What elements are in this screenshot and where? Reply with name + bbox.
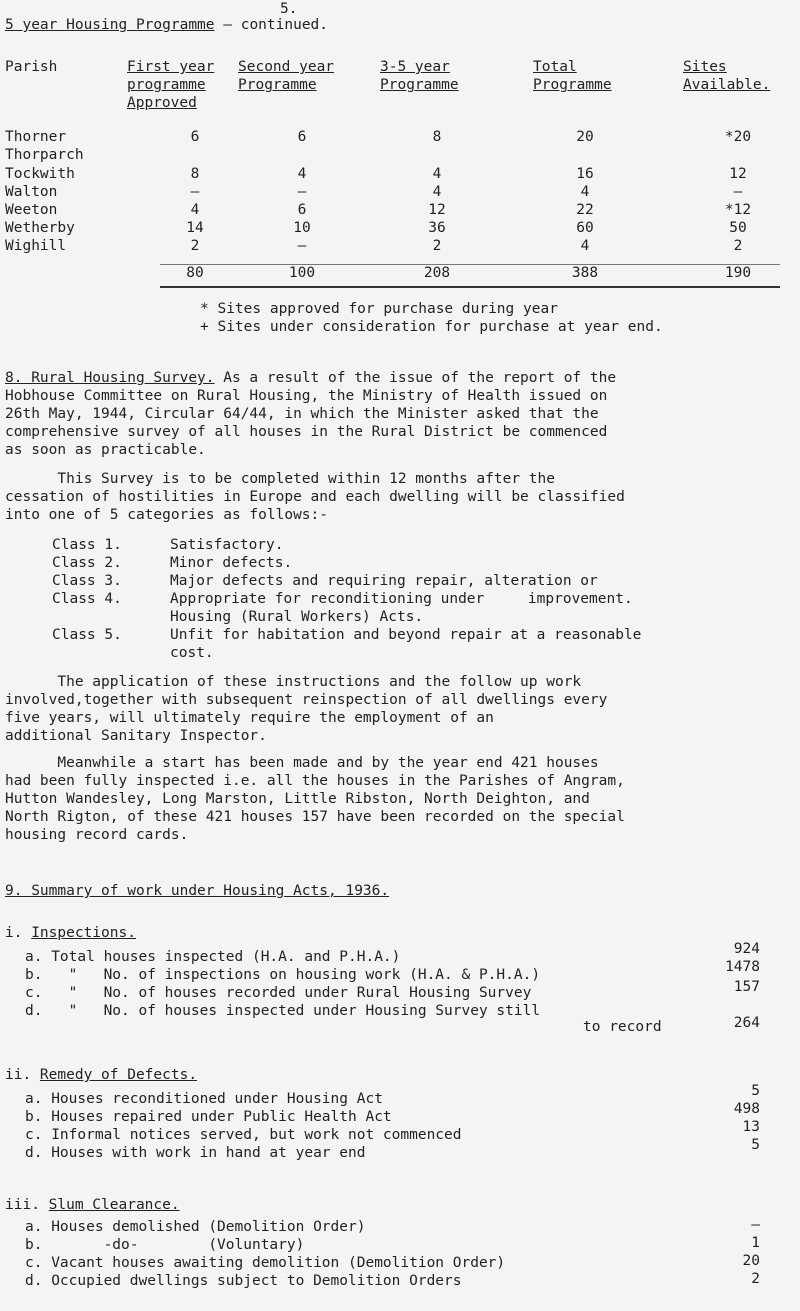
list-item-label: b. " No. of inspections on housing work (H.A. & P.H.A.) (25, 967, 541, 983)
page-header (5, 16, 328, 35)
row-sites: *12 (724, 202, 752, 218)
row-three-five: 36 (428, 220, 446, 236)
list-item-label: a. Total houses inspected (H.A. and P.H.A.) (25, 949, 401, 965)
list-item-label: c. " No. of houses recorded under Rural Housing Survey (25, 985, 532, 1001)
list-item-value: 924 (733, 941, 760, 957)
section-8-text: As a result of the issue of the report of the (214, 370, 617, 386)
section-8-line: The application of these instructions and the follow up work (5, 674, 582, 690)
class-label: Class 5. (52, 627, 122, 643)
col-header-second-2: Programme (238, 77, 317, 93)
col-header-total-1: Total (533, 59, 577, 75)
list-item-label: c. Vacant houses awaiting demolition (Demolition Order) (25, 1255, 506, 1271)
section-8-line: as soon as practicable. (5, 442, 206, 458)
row-second: – (297, 238, 307, 254)
subsection-title-text: Inspections. (31, 925, 136, 941)
footnote-approved: * Sites approved for purchase during year (200, 301, 558, 317)
section-8-line: Hobhouse Committee on Rural Housing, the Ministry of Health issued on (5, 388, 608, 404)
list-item-value: 1478 (725, 959, 760, 975)
class-label: Class 2. (52, 555, 122, 571)
row-total: 20 (576, 129, 594, 145)
list-item-label: a. Houses demolished (Demolition Order) (25, 1219, 366, 1235)
list-item-label: d. Occupied dwellings subject to Demolition Orders (25, 1273, 462, 1289)
class-text: Satisfactory. (170, 537, 284, 553)
section-8-line: 26th May, 1944, Circular 64/44, in which the Minister asked that the (5, 406, 599, 422)
row-parish: Wighill (5, 238, 67, 254)
section-8-line: North Rigton, of these 421 houses 157 have been recorded on the special (5, 809, 625, 825)
col-header-sites-2: Available. (683, 77, 771, 93)
class-label: Class 4. (52, 591, 122, 607)
total-programme: 388 (571, 265, 599, 281)
row-parish: Thorparch (5, 147, 84, 163)
row-total: 4 (580, 184, 590, 200)
section-8-line: This Survey is to be completed within 12 months after the (5, 471, 555, 487)
header-continued: – continued. (223, 17, 329, 33)
class-text: cost. (170, 645, 214, 661)
section-8-line: five years, will ultimately require the employment of an (5, 710, 494, 726)
section-8-line: Hutton Wandesley, Long Marston, Little Ribston, North Deighton, and (5, 791, 590, 807)
row-second: – (297, 184, 307, 200)
col-header-first-1: First year (127, 59, 215, 75)
col-header-first-2: programme (127, 77, 206, 93)
header-title: 5 year Housing Programme (5, 17, 215, 33)
col-header-second-1: Second year (238, 59, 335, 75)
row-second: 4 (297, 166, 307, 182)
row-second: 6 (297, 129, 307, 145)
list-item-value: 13 (742, 1119, 760, 1135)
class-text: Unfit for habitation and beyond repair at a reasonable (170, 627, 642, 643)
col-header-sites-1: Sites (683, 59, 727, 75)
row-three-five: 8 (432, 129, 442, 145)
subsection-title: iii. Slum Clearance. (5, 1197, 180, 1213)
section-8-line: cessation of hostilities in Europe and each dwelling will be classified (5, 489, 625, 505)
section-8-line: housing record cards. (5, 827, 189, 843)
row-total: 60 (576, 220, 594, 236)
row-second: 6 (297, 202, 307, 218)
row-first: 8 (190, 166, 200, 182)
page-number: 5. (280, 1, 298, 17)
section-8-line: Meanwhile a start has been made and by the year end 421 houses (5, 755, 599, 771)
row-total: 4 (580, 238, 590, 254)
class-label: Class 3. (52, 573, 122, 589)
row-first: – (190, 184, 200, 200)
row-first: 2 (190, 238, 200, 254)
row-total: 16 (576, 166, 594, 182)
col-header-first-3: Approved (127, 95, 197, 111)
list-item-label: c. Informal notices served, but work not commenced (25, 1127, 462, 1143)
col-header-35-2: Programme (380, 77, 459, 93)
row-first: 6 (190, 129, 200, 145)
row-parish: Thorner (5, 129, 67, 145)
row-total: 22 (576, 202, 594, 218)
row-second: 10 (293, 220, 311, 236)
section-9-heading: 9. Summary of work under Housing Acts, 1936. (5, 883, 390, 899)
class-text: Housing (Rural Workers) Acts. (170, 609, 424, 625)
row-first: 4 (190, 202, 200, 218)
section-8-line-1 (5, 369, 616, 388)
subsection-title-text: Slum Clearance. (48, 1197, 180, 1213)
list-item-label: d. " No. of houses inspected under Housing Survey still (25, 1003, 541, 1019)
section-8-line: involved,together with subsequent reinspection of all dwellings every (5, 692, 608, 708)
row-parish: Walton (5, 184, 58, 200)
section-8-line: comprehensive survey of all houses in the Rural District be commenced (5, 424, 608, 440)
list-item-label: b. -do- (Voluntary) (25, 1237, 305, 1253)
class-text: Appropriate for reconditioning under improvement. (170, 591, 633, 607)
subsection-title: i. Inspections. (5, 925, 136, 941)
row-sites: 12 (729, 166, 747, 182)
row-parish: Tockwith (5, 166, 75, 182)
list-item-value: – (751, 1217, 760, 1233)
footnote-consideration: + Sites under consideration for purchase at year end. (200, 319, 663, 335)
list-item-value: 2 (751, 1271, 760, 1287)
section-8-line: into one of 5 categories as follows:- (5, 507, 329, 523)
totals-rule-bottom (160, 286, 780, 288)
col-header-total-2: Programme (533, 77, 612, 93)
col-header-35-1: 3-5 year (380, 59, 450, 75)
list-item-label: b. Houses repaired under Public Health Act (25, 1109, 392, 1125)
total-three-five: 208 (423, 265, 451, 281)
row-three-five: 4 (432, 184, 442, 200)
list-item-label-cont: to record (583, 1019, 662, 1035)
list-item-value: 20 (742, 1253, 760, 1269)
subsection-title: ii. Remedy of Defects. (5, 1067, 198, 1083)
row-parish: Weeton (5, 202, 58, 218)
list-item-value: 157 (733, 979, 760, 995)
total-second: 100 (288, 265, 316, 281)
row-parish: Wetherby (5, 220, 75, 236)
row-first: 14 (186, 220, 204, 236)
row-sites: 50 (729, 220, 747, 236)
class-label: Class 1. (52, 537, 122, 553)
list-item-value: 5 (751, 1083, 760, 1099)
totals-rule-top (160, 264, 780, 265)
list-item-value: 5 (751, 1137, 760, 1153)
section-8-line: additional Sanitary Inspector. (5, 728, 267, 744)
row-three-five: 2 (432, 238, 442, 254)
list-item-label: d. Houses with work in hand at year end (25, 1145, 366, 1161)
row-sites: *20 (724, 129, 752, 145)
list-item-value: 264 (733, 1015, 760, 1031)
list-item-value: 498 (733, 1101, 760, 1117)
total-sites: 190 (724, 265, 752, 281)
row-sites: 2 (733, 238, 743, 254)
subsection-title-text: Remedy of Defects. (39, 1067, 198, 1083)
col-header-parish: Parish (5, 59, 58, 75)
row-three-five: 12 (428, 202, 446, 218)
row-three-five: 4 (432, 166, 442, 182)
list-item-label: a. Houses reconditioned under Housing Act (25, 1091, 383, 1107)
row-sites: – (733, 184, 743, 200)
section-8-heading: 8. Rural Housing Survey. (5, 370, 215, 386)
section-8-line: had been fully inspected i.e. all the houses in the Parishes of Angram, (5, 773, 625, 789)
list-item-value: 1 (751, 1235, 760, 1251)
total-first: 80 (186, 265, 204, 281)
class-text: Minor defects. (170, 555, 293, 571)
class-text: Major defects and requiring repair, alteration or (170, 573, 598, 589)
